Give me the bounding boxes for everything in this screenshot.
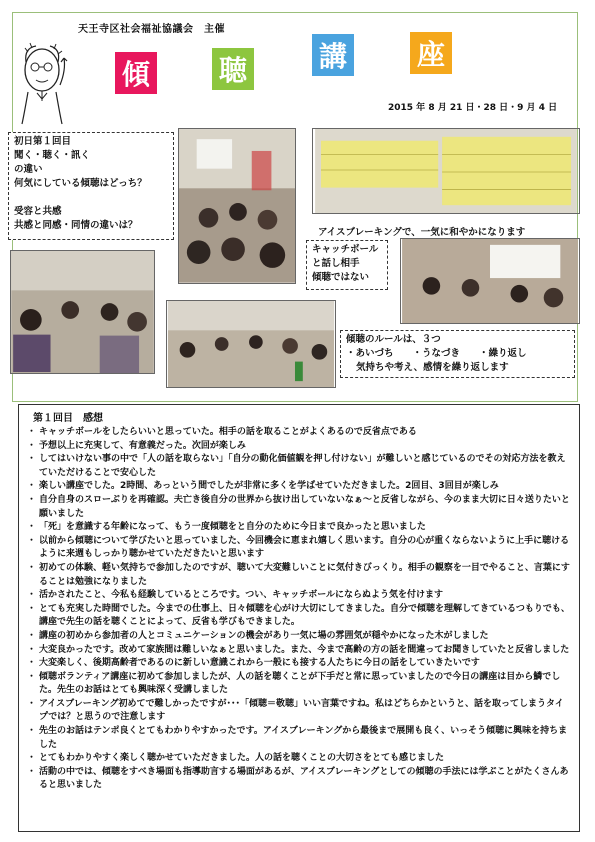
- comment-item: ・ 先生のお話はテンポ良くとてもわかりやすかったです。アイスブレーキングから最後まで展開も良く、いっそう傾聴に興味を持ちました: [29, 725, 571, 752]
- day1-callout: [8, 132, 174, 240]
- event-dates: 2015 年 8 月 21 日・28 日・9 月 4 日: [388, 103, 558, 113]
- comment-item: ・ 講座の初めから参加者の人とコミュニケーションの機会があり一気に場の雰囲気が穏やかになった木がしました: [29, 630, 571, 644]
- comment-item: ・ 初めての体験、軽い気持ちで参加したのですが、聴いて大変難しいことに気付きびっくり。相手の観察を一目でやること、言葉にすることは勉強になりました: [29, 562, 571, 589]
- comments-title: 第１回目 感想: [33, 413, 103, 424]
- icebreak-caption: アイスブレーキングで、一気に和やかになります: [318, 227, 526, 238]
- comments-box: [18, 404, 580, 832]
- day1-line: 聞く・聴く・訊く: [14, 150, 91, 161]
- comment-item: ・ キャッチボールをしたらいいと思っていた。相手の話を取ることがよくあるので反省点である: [29, 426, 571, 440]
- catchball-line: と話し相手: [312, 258, 360, 269]
- rules-note: 気持ちや考え、感情を繰り返します: [356, 362, 509, 373]
- comment-item: ・ 大変楽しく、後期高齢者であるのに新しい意識これから一般にも接する人たちに今日の話をしていきたいです: [29, 657, 571, 671]
- comment-item: ・ アイスブレーキング初めてで難しかったですが･･･「傾聴＝敬聴」いい言葉ですね。私はどちらかというと、話を取ってしまうタイプでは？と思うので注意します: [29, 698, 571, 725]
- title-char-4: 座: [416, 38, 445, 71]
- title-tile-1: [115, 52, 157, 94]
- comment-item: ・ 以前から傾聴について学びたいと思っていました、今回機会に恵まれ嬉しく思います。自分の心が重くならないように上手に聴けるように来週もしっかり聴かせていただきたいと思います: [29, 535, 571, 562]
- photo-sticky-notes: [312, 128, 580, 214]
- photo-lecture-hall: [178, 128, 296, 284]
- title-char-1: 傾: [121, 58, 150, 91]
- catchball-callout: [306, 240, 388, 290]
- title-tile-3: [312, 34, 354, 76]
- rules-callout: [340, 330, 575, 378]
- day1-spacer: [14, 191, 168, 205]
- comment-item: ・ 予想以上に充実して、有意義だった。次回が楽しみ: [29, 440, 571, 454]
- cartoon-lecturer-icon: [14, 40, 74, 125]
- comment-item: ・ 大変良かったです。改めて家族間は難しいなぁと思いました。また、今まで高齢の方の話を間違ってお聞きしていたと反省しました: [29, 644, 571, 658]
- organizer-text: 天王寺区社会福祉協議会 主催: [78, 24, 225, 35]
- comment-item: ・ 自分自身のスローぶりを再確認。夫亡き後自分の世界から抜け出していないなぁ～と反省しながら、今のまま大切に日々送りたいと願いました: [29, 494, 571, 521]
- rules-items: ・あいづち ・うなづき ・繰り返し: [346, 348, 527, 359]
- title-tile-4: [410, 32, 452, 74]
- day1-heading: 初日第１回目: [14, 136, 72, 147]
- comments-list: [29, 426, 571, 793]
- title-char-2: 聴: [218, 54, 247, 87]
- comment-item: ・ してはいけない事の中で「人の話を取らない」「自分の動化価値観を押し付けない」が難しいと感じているのでその対応方法を教えていただけることで安心した: [29, 453, 571, 480]
- title-tile-2: [212, 48, 254, 90]
- day1-line: 共感と同感・同情の違いは？: [14, 220, 138, 231]
- comment-item: ・ 楽しい講座でした。2時間、あっという間でしたが非常に多くを学ばせていただきました。2回目、3回目が楽しみ: [29, 480, 571, 494]
- day1-line: 受容と共感: [14, 206, 62, 217]
- rules-title: 傾聴のルールは、３つ: [346, 334, 441, 345]
- day1-line: 何気にしている傾聴はどっち？: [14, 178, 147, 189]
- comment-item: ・ とても充実した時間でした。今までの仕事上、日々傾聴を心がけ大切にしてきました。自分で傾聴を理解してきているつもりでも、講座で先生の話を聴くことによって、反省も学びもできました。: [29, 603, 571, 630]
- comment-item: ・ 「死」を意識する年齢になって、もう一度傾聴をと自分のために今日まで良かったと思いました: [29, 521, 571, 535]
- catchball-line: 傾聴ではない: [312, 272, 370, 283]
- comment-item: ・ 活動の中では、傾聴をすべき場面も指導助言する場面があるが、アイスブレーキングとしての傾聴の手法には学ぶことがたくさんあると思いました: [29, 766, 571, 793]
- photo-round-seating: [166, 300, 336, 388]
- comment-item: ・ 活かされたこと、今私も経験しているところです。つい、キャッチボールにならぬよう気を付けます: [29, 589, 571, 603]
- day1-line: の違い: [14, 164, 43, 175]
- comment-item: ・ 傾聴ボランティア講座に初めて参加しましたが、人の話を聴くことが下手だと常に思っていましたので今日の講座は目から鱗でした。先生のお話はとても興味深く受講しました: [29, 671, 571, 698]
- title-char-3: 講: [318, 40, 347, 73]
- photo-pair-talk: [400, 238, 580, 324]
- photo-circle-group: [10, 250, 155, 374]
- catchball-line: キャッチボール: [312, 244, 379, 255]
- comment-item: ・ とてもわかりやすく楽しく聴かせていただきました。人の話を聴くことの大切さをとても感じました: [29, 752, 571, 766]
